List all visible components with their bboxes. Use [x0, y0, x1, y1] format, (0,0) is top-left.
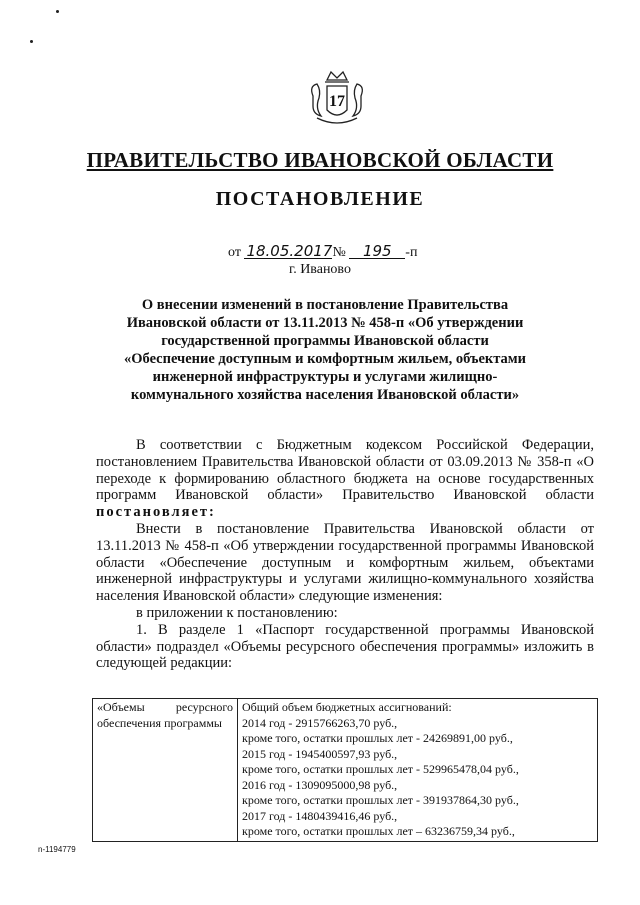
table-line: Общий объем бюджетных ассигнований: — [242, 700, 452, 714]
table-line: кроме того, остатки прошлых лет - 24269891,00 руб., — [242, 731, 513, 745]
decree-word: постановляет: — [96, 504, 216, 521]
date-number-line — [228, 244, 417, 261]
table-row — [93, 699, 598, 842]
document-number: 195 — [349, 244, 405, 259]
table-line: 2015 год - 1945400597,93 руб., — [242, 746, 398, 761]
table-value-cell — [238, 699, 598, 842]
number-prefix: № — [332, 245, 346, 260]
table-line: 2017 год - 1480439416,46 руб., — [242, 808, 398, 823]
document-body — [96, 437, 594, 672]
number-suffix: -п — [405, 245, 418, 260]
resource-table — [92, 698, 598, 842]
paragraph-section-1: 1. В разделе 1 «Паспорт государственной программы Ивановской области» подраздел «Объемы ресурсного обеспечения программы» изложить в следующей редакции: — [96, 621, 594, 672]
paragraph-amend: Внести в постановление Правительства Ивановской области от 13.11.2013 № 458-п «Об утверждении государственной программы Ивановской области «Обеспечение доступным и комфортным жильем, объектами инженерной инфраструктуры и услугами жилищно-коммунального хозяйства населения Ивановской области» следующие изменения: — [96, 520, 594, 605]
paragraph-annex: в приложении к постановлению: — [136, 604, 338, 621]
table-line: 2014 год - 2915766263,70 руб., — [242, 715, 398, 730]
basis-text: В соответствии с Бюджетным кодексом Российской Федерации, постановлением Правительства Ивановской области от 03.09.2013 № 358-п «О переходе к формированию областного бюджета на основе государственных программ Ивановской области» Правительство Ивановской области — [96, 437, 594, 504]
table-line: кроме того, остатки прошлых лет - 391937864,30 руб., — [242, 793, 519, 807]
document-type: ПОСТАНОВЛЕНИЕ — [215, 188, 425, 210]
document-title: О внесении изменений в постановление Правительства Ивановской области от 13.11.2013 № 458-п «Об утверждении государственной программы Ивановской области «Обеспечение доступным и комфортным жильем, объектами инженерной инфраструктуры и услугами жилищно-коммунального хозяйства населения Ивановской области» — [123, 297, 527, 403]
table-line: кроме того, остатки прошлых лет – 63236759,34 руб., — [242, 824, 515, 838]
city: г. Иваново — [289, 262, 351, 277]
date-prefix: от — [228, 245, 241, 260]
coat-of-arms-icon — [305, 66, 369, 130]
scan-dot — [56, 10, 59, 13]
government-name: ПРАВИТЕЛЬСТВО ИВАНОВСКОЙ ОБЛАСТИ — [86, 148, 554, 172]
table-line: кроме того, остатки прошлых лет - 529965478,04 руб., — [242, 762, 519, 776]
scan-dot — [30, 40, 33, 43]
paragraph-basis — [96, 437, 594, 521]
table-line: 2016 год - 1309095000,98 руб., — [242, 777, 398, 792]
signed-date: 18.05.2017 — [246, 242, 333, 260]
table-label-cell: «Объемы ресурсного обеспечения программы — [93, 699, 238, 842]
svg-text:17: 17 — [329, 93, 345, 110]
scan-id: n-1194779 — [38, 845, 76, 854]
